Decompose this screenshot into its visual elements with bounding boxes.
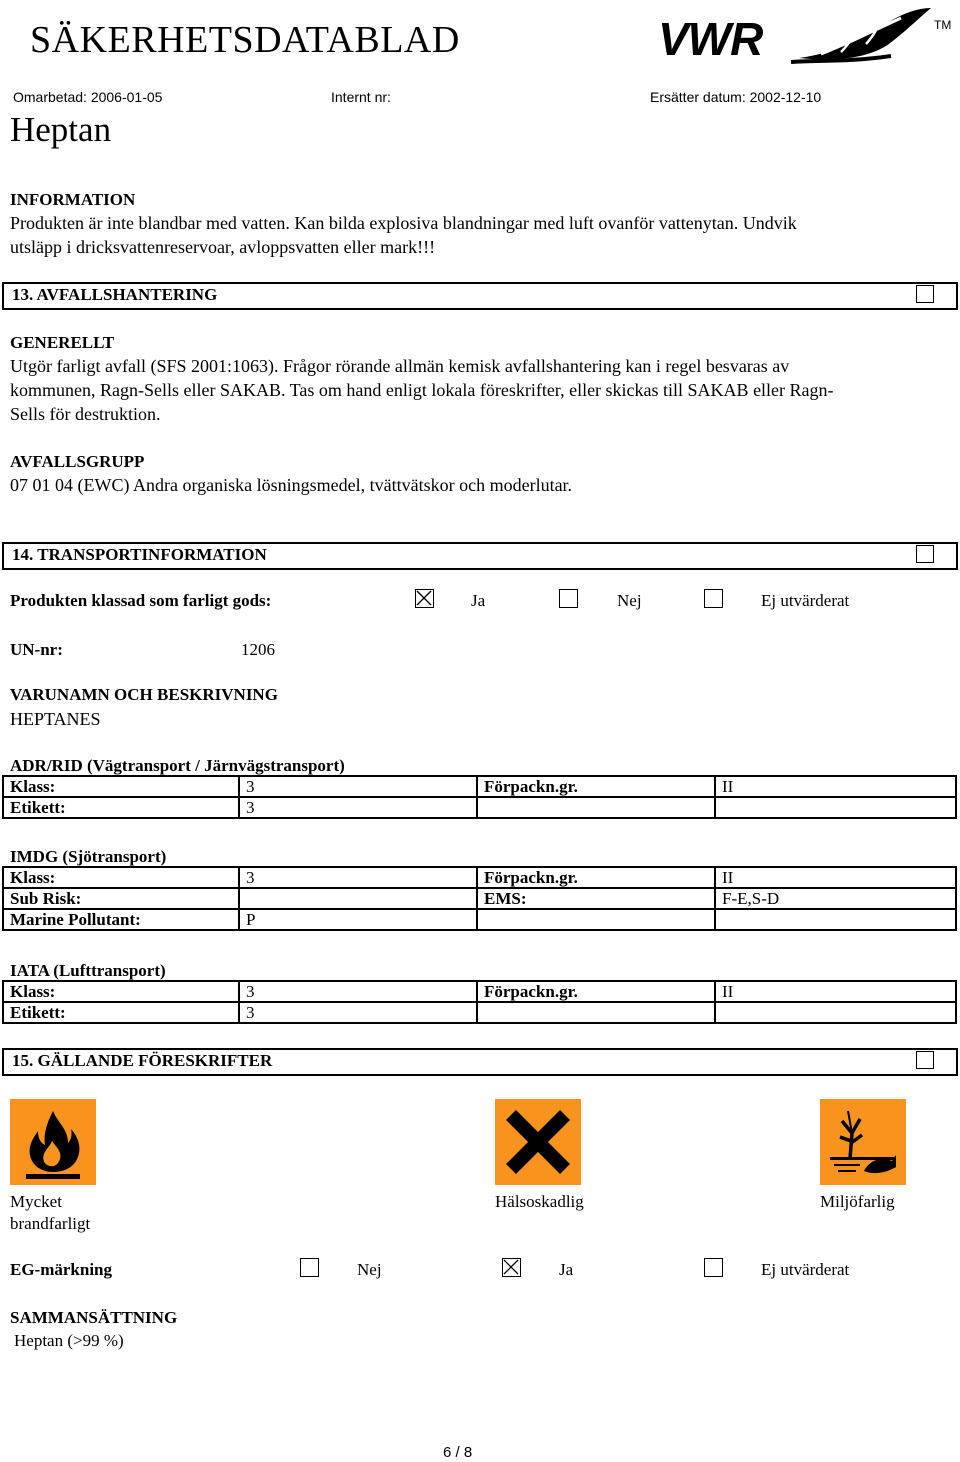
environment-hazard-icon [820, 1099, 906, 1185]
table-cell [477, 909, 715, 930]
checkmark-x-icon [416, 590, 432, 606]
information-line-2: utsläpp i dricksvattenreservoar, avloppsvatten eller mark!!! [10, 237, 436, 257]
table-cell: Förpackn.gr. [477, 776, 715, 797]
ec-marking-label: EG-märkning [10, 1260, 113, 1279]
table-cell: Sub Risk: [3, 888, 239, 909]
table-cell: II [715, 981, 956, 1002]
dangerous-goods-no-checkbox[interactable] [559, 589, 578, 608]
table-row [3, 867, 956, 888]
table-cell: Etikett: [3, 797, 239, 818]
table-cell: Etikett: [3, 1002, 239, 1023]
adr-table [2, 775, 957, 819]
general-text-line-3: Sells för destruktion. [10, 404, 161, 424]
table-cell: Klass: [3, 867, 239, 888]
shipping-name-value: HEPTANES [10, 709, 101, 729]
pictogram-label-flammable-1: Mycket [10, 1192, 62, 1211]
imdg-table [2, 866, 957, 931]
table-cell: EMS: [477, 888, 715, 909]
table-cell [715, 909, 956, 930]
shipping-name-heading: VARUNAMN OCH BESKRIVNING [10, 685, 278, 704]
table-row [3, 797, 956, 818]
adr-heading: ADR/RID (Vägtransport / Järnvägstransport) [10, 756, 345, 775]
section-15-title: 15. GÄLLANDE FÖRESKRIFTER [12, 1051, 273, 1070]
general-text-line-2: kommunen, Ragn-Sells eller SAKAB. Tas om hand enligt lokala föreskrifter, eller skickas till SAKAB eller Ragn- [10, 380, 834, 400]
table-cell [715, 797, 956, 818]
flame-icon [10, 1099, 96, 1185]
general-heading: GENERELLT [10, 333, 115, 352]
section-checkbox[interactable] [916, 285, 934, 303]
checkmark-x-icon [503, 1259, 519, 1275]
table-cell [477, 1002, 715, 1023]
table-cell [477, 797, 715, 818]
general-text-line-1: Utgör farligt avfall (SFS 2001:1063). Frågor rörande allmän kemisk avfallshantering kan i regel besvaras av [10, 356, 790, 376]
table-cell: Klass: [3, 776, 239, 797]
table-cell [715, 1002, 956, 1023]
dangerous-goods-yes-checkbox[interactable] [415, 589, 434, 608]
ec-marking-unassessed-label: Ej utvärderat [761, 1260, 850, 1279]
table-cell: 3 [239, 981, 477, 1002]
table-cell: 3 [239, 797, 477, 818]
section-checkbox[interactable] [916, 545, 934, 563]
table-cell: Förpackn.gr. [477, 867, 715, 888]
pictogram-label-flammable-2: brandfarligt [10, 1214, 91, 1233]
table-row [3, 888, 956, 909]
dangerous-goods-unassessed-label: Ej utvärderat [761, 591, 850, 610]
table-row [3, 776, 956, 797]
iata-table [2, 980, 957, 1024]
table-row [3, 909, 956, 930]
section-14-title: 14. TRANSPORTINFORMATION [12, 545, 267, 564]
section-15-header [2, 1048, 958, 1076]
section-13-title: 13. AVFALLSHANTERING [12, 285, 218, 304]
un-number-label: UN-nr: [10, 640, 63, 659]
dangerous-goods-unassessed-checkbox[interactable] [704, 589, 723, 608]
information-line-1: Produkten är inte blandbar med vatten. Kan bilda explosiva blandningar med luft ovanför vattenytan. Undvik [10, 213, 797, 233]
document-title: SÄKERHETSDATABLAD [30, 19, 460, 61]
ec-marking-yes-label: Ja [559, 1260, 574, 1279]
table-cell: F-E,S-D [715, 888, 956, 909]
composition-heading: SAMMANSÄTTNING [10, 1308, 178, 1327]
waste-group-text: 07 01 04 (EWC) Andra organiska lösningsmedel, tvättvätskor och moderlutar. [10, 475, 573, 495]
table-cell: II [715, 776, 956, 797]
revised-date: Omarbetad: 2006-01-05 [13, 89, 163, 105]
table-row [3, 1002, 956, 1023]
dangerous-goods-no-label: Nej [617, 591, 642, 610]
imdg-heading: IMDG (Sjötransport) [10, 847, 167, 866]
leaf-logo-icon [791, 4, 941, 64]
composition-value: Heptan (>99 %) [14, 1331, 124, 1350]
table-cell: 3 [239, 1002, 477, 1023]
table-cell: Marine Pollutant: [3, 909, 239, 930]
table-cell: II [715, 867, 956, 888]
table-row [3, 981, 956, 1002]
information-heading: INFORMATION [10, 190, 136, 209]
ec-marking-unassessed-checkbox[interactable] [704, 1258, 723, 1277]
section-14-header [2, 542, 958, 570]
table-cell: 3 [239, 776, 477, 797]
product-name: Heptan [10, 110, 112, 149]
table-cell [239, 888, 477, 909]
table-cell: P [239, 909, 477, 930]
internal-number: Internt nr: [331, 89, 391, 105]
replaces-date: Ersätter datum: 2002-12-10 [650, 89, 822, 105]
section-13-header [2, 282, 958, 310]
iata-heading: IATA (Lufttransport) [10, 961, 166, 980]
table-cell: Förpackn.gr. [477, 981, 715, 1002]
pictogram-label-environment: Miljöfarlig [820, 1192, 895, 1211]
pictogram-label-harmful: Hälsoskadlig [495, 1192, 584, 1211]
harmful-cross-icon [495, 1099, 581, 1185]
section-checkbox[interactable] [916, 1051, 934, 1069]
logo-tm: TM [934, 18, 952, 32]
dangerous-goods-yes-label: Ja [471, 591, 486, 610]
table-cell: Klass: [3, 981, 239, 1002]
logo-text: VWR [658, 13, 763, 65]
page-number: 6 / 8 [443, 1444, 473, 1461]
ec-marking-no-label: Nej [357, 1260, 382, 1279]
waste-group-heading: AVFALLSGRUPP [10, 452, 145, 471]
un-number-value: 1206 [241, 640, 275, 659]
vwr-logo [656, 4, 956, 68]
dangerous-goods-label: Produkten klassad som farligt gods: [10, 591, 272, 610]
table-cell: 3 [239, 867, 477, 888]
ec-marking-no-checkbox[interactable] [300, 1258, 319, 1277]
ec-marking-yes-checkbox[interactable] [502, 1258, 521, 1277]
